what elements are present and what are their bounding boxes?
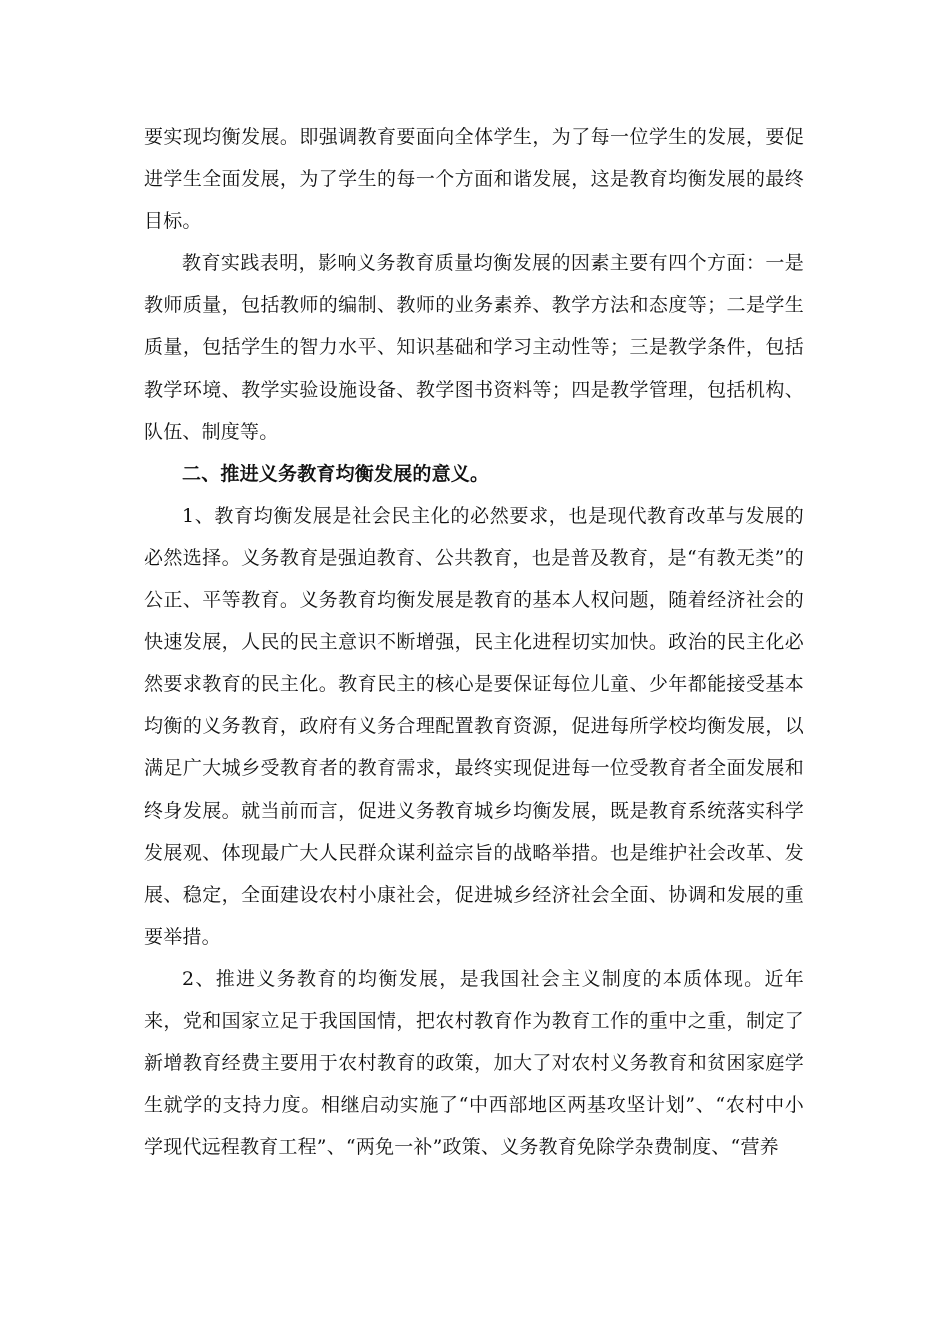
paragraph-point-2: 2、推进义务教育的均衡发展，是我国社会主义制度的本质体现。近年来，党和国家立足于我国国情，把农村教育作为教育工作的重中之重，制定了新增教育经费主要用于农村教育的政策，加大了对农村义务教育和贫困家庭学生就学的支持力度。相继启动实施了“中西部地区两基攻坚计划”、“农村中小学现代远程教育工程”、“两免一补”政策、义务教育免除学杂费制度、“营养 <box>144 967 804 1159</box>
section-heading: 二、推进义务教育均衡发展的意义。 <box>182 462 490 485</box>
paragraph-point-1: 1、教育均衡发展是社会民主化的必然要求，也是现代教育改革与发展的必然选择。义务教育是强迫教育、公共教育，也是普及教育，是“有教无类”的公正、平等教育。义务教育均衡发展是教育的基本人权问题，随着经济社会的快速发展，人民的民主意识不断增强，民主化进程切实加快。政治的民主化必然要求教育的民主化。教育民主的核心是要保证每位儿童、少年都能接受基本均衡的义务教育，政府有义务合理配置教育资源，促进每所学校均衡发展，以满足广大城乡受教育者的教育需求，最终实现促进每一位受教育者全面发展和终身发展。就当前而言，促进义务教育城乡均衡发展，既是教育系统落实科学发展观、体现最广大人民群众谋利益宗旨的战略举措。也是维护社会改革、发展、稳定，全面建设农村小康社会，促进城乡经济社会全面、协调和发展的重要举措。 <box>144 504 804 948</box>
paragraph-continuation: 要实现均衡发展。即强调教育要面向全体学生，为了每一位学生的发展，要促进学生全面发展，为了学生的每一个方面和谐发展，这是教育均衡发展的最终目标。 <box>144 126 804 233</box>
document-body <box>144 116 804 1168</box>
paragraph-influencing-factors: 教育实践表明，影响义务教育质量均衡发展的因素主要有四个方面：一是教师质量，包括教师的编制、教师的业务素养、教学方法和态度等；二是学生质量，包括学生的智力水平、知识基础和学习主动性等；三是教学条件，包括教学环境、教学实验设施设备、教学图书资料等；四是教学管理，包括机构、队伍、制度等。 <box>144 252 804 443</box>
